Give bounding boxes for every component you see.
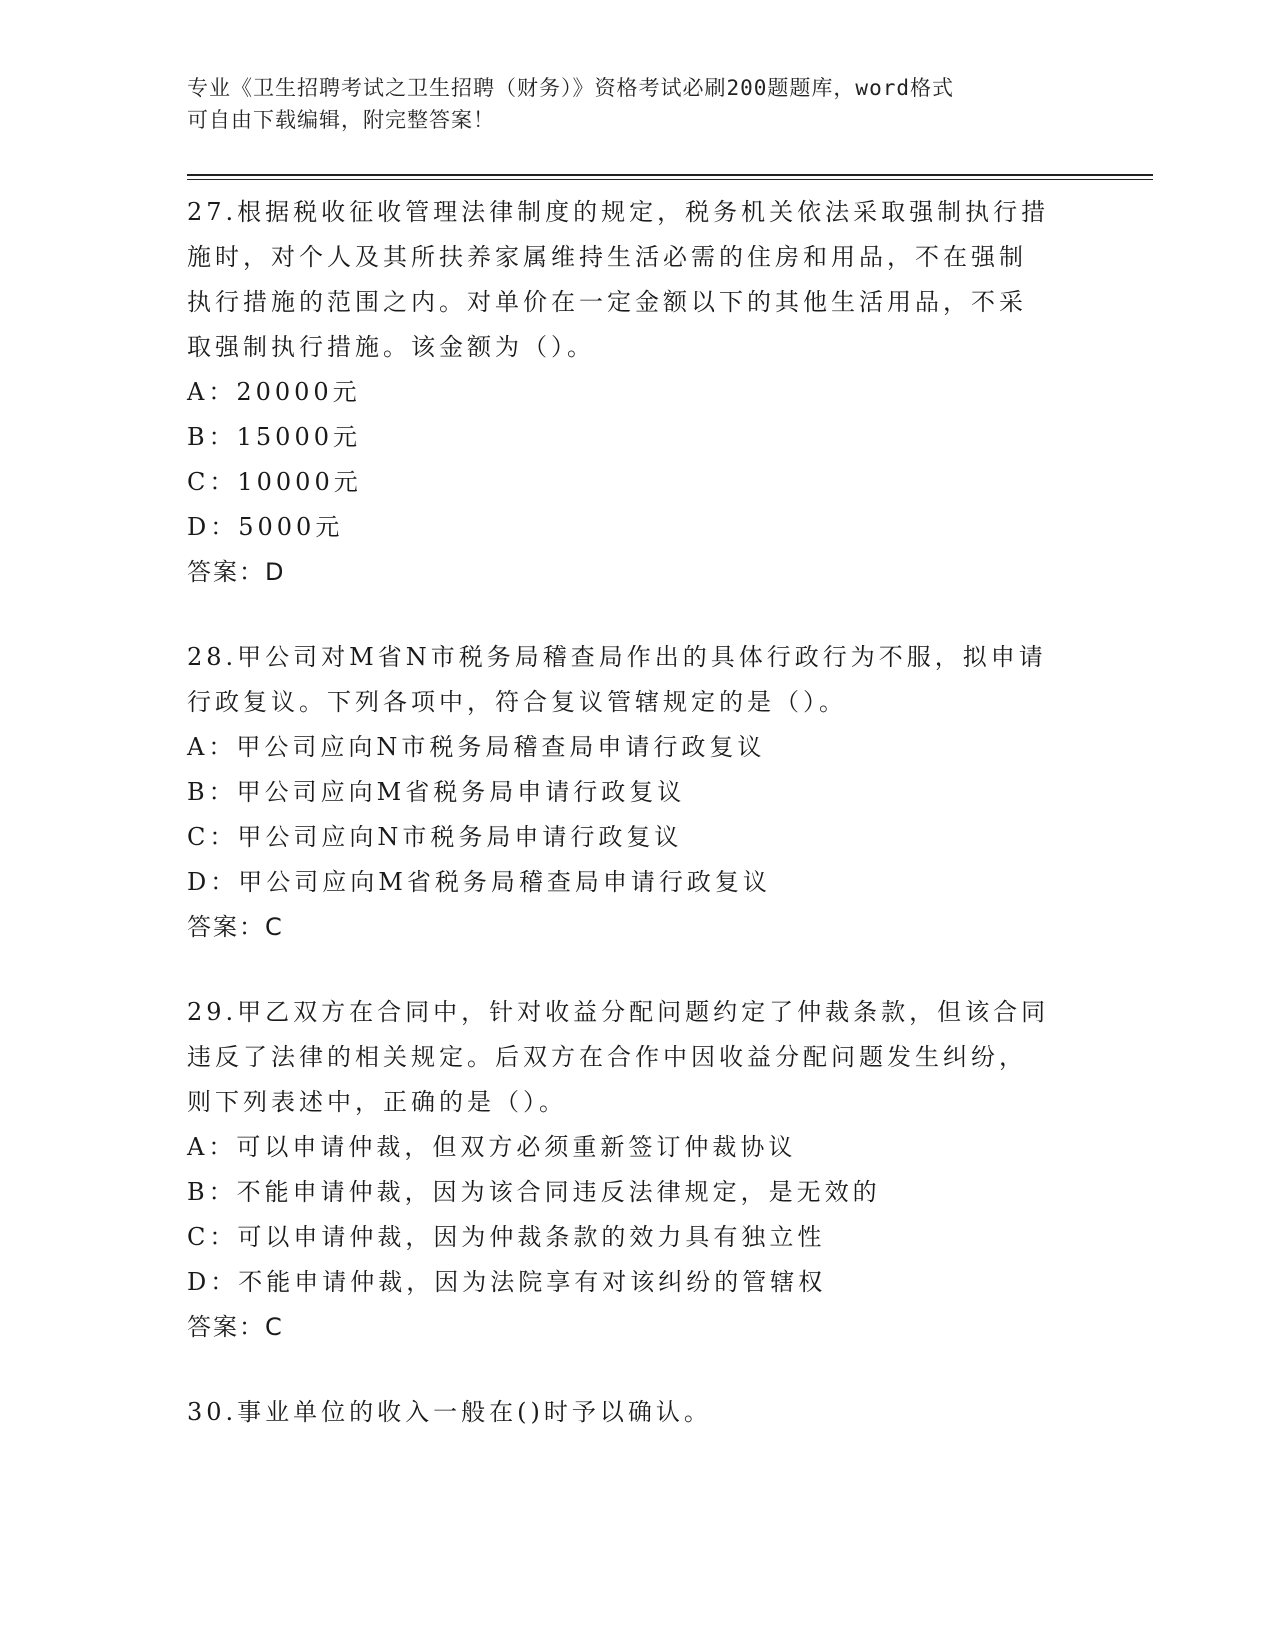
option-c: C：甲公司应向N市税务局申请行政复议 xyxy=(187,823,683,851)
header-rule-thick xyxy=(187,174,1153,176)
header-rule-thin xyxy=(187,179,1153,180)
question-28 xyxy=(187,635,1087,950)
question-29 xyxy=(187,990,1087,1350)
question-text-line: 行政复议。下列各项中，符合复议管辖规定的是（）。 xyxy=(187,688,847,716)
option-a: A：20000元 xyxy=(187,378,361,406)
question-30 xyxy=(187,1390,1087,1435)
header-line-1: 专业《卫生招聘考试之卫生招聘（财务）》资格考试必刷200题题库，word格式 xyxy=(187,76,954,100)
option-c: C：可以申请仲裁，因为仲裁条款的效力具有独立性 xyxy=(187,1223,826,1251)
option-d: D：不能申请仲裁，因为法院享有对该纠纷的管辖权 xyxy=(187,1268,827,1296)
question-text-line: 29.甲乙双方在合同中，针对收益分配问题约定了仲裁条款，但该合同 xyxy=(187,998,1050,1026)
option-b: B：不能申请仲裁，因为该合同违反法律规定，是无效的 xyxy=(187,1178,881,1206)
header-line-2: 可自由下载编辑，附完整答案！ xyxy=(187,108,495,132)
answer-line: 答案：C xyxy=(187,1313,284,1341)
question-text-line: 27.根据税收征收管理法律制度的规定，税务机关依法采取强制执行措 xyxy=(187,198,1050,226)
option-a: A：可以申请仲裁，但双方必须重新签订仲裁协议 xyxy=(187,1133,797,1161)
question-27 xyxy=(187,190,1087,595)
question-text-line: 违反了法律的相关规定。后双方在合作中因收益分配问题发生纠纷， xyxy=(187,1043,1027,1071)
question-text-line: 则下列表述中，正确的是（）。 xyxy=(187,1088,567,1116)
question-text-line: 施时，对个人及其所扶养家属维持生活必需的住房和用品，不在强制 xyxy=(187,243,1027,271)
question-text-line: 执行措施的范围之内。对单价在一定金额以下的其他生活用品，不采 xyxy=(187,288,1027,316)
document-header xyxy=(187,72,1067,136)
option-c: C：10000元 xyxy=(187,468,362,496)
question-list xyxy=(187,190,1087,1475)
question-text-line: 28.甲公司对M省N市税务局稽查局作出的具体行政行为不服，拟申请 xyxy=(187,643,1047,671)
option-d: D：5000元 xyxy=(187,513,344,541)
question-text-line: 取强制执行措施。该金额为（）。 xyxy=(187,333,595,361)
option-d: D：甲公司应向M省税务局稽查局申请行政复议 xyxy=(187,868,771,896)
question-text-line: 30.事业单位的收入一般在()时予以确认。 xyxy=(187,1398,712,1426)
answer-line: 答案：C xyxy=(187,913,284,941)
answer-line: 答案：D xyxy=(187,558,286,586)
option-a: A：甲公司应向N市税务局稽查局申请行政复议 xyxy=(187,733,766,761)
option-b: B：甲公司应向M省税务局申请行政复议 xyxy=(187,778,686,806)
option-b: B：15000元 xyxy=(187,423,361,451)
